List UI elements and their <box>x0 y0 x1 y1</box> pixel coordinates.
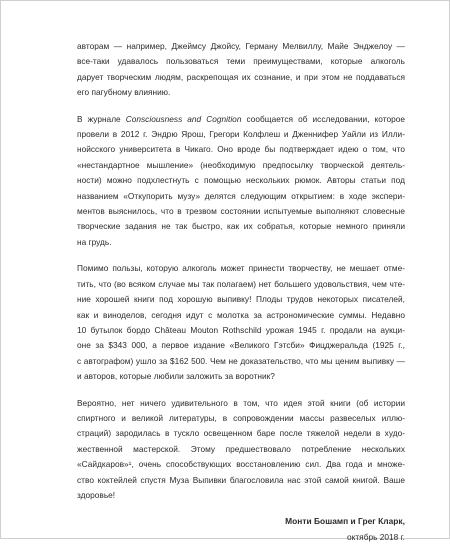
text-line: названием «Откупорить музу» делятся следующим открытием: в ходе экспери- <box>77 190 405 201</box>
text-line: авторам — например, Джеймсу Джойсу, Герману Мелвиллу, Майе Энджелоу — <box>77 41 405 51</box>
page-text <box>77 39 405 545</box>
text-line: тить, что (во всяком случае мы так полагаем) нет большего удовольствия, чем чте- <box>77 278 405 289</box>
text-line: ности) можно подхлестнуть с помощью нескольких рюмок. Авторы статьи под <box>77 175 405 186</box>
text-line: ство коктейлей спустя Муза Выпивки благословила нас этой самой книгой. Ваше <box>77 474 405 485</box>
text-line: нойсского университета в Чикаго. Оно вроде бы подтверждает идею о том, что <box>77 144 405 155</box>
text-line: здоровье! <box>77 489 116 500</box>
signature-date: октябрь 2018 г. <box>346 531 405 542</box>
text-line: ние хорошей книги под хорошую выпивку! Плоды трудов некоторых писателей, <box>77 294 405 305</box>
text-line: Помимо пользы, которую алкоголь может принести творчеству, не мешает отме- <box>77 263 405 274</box>
text-line: 10 бутылок бордо Château Mouton Rothschild урожая 1945 г. продали на аукци- <box>77 324 405 335</box>
signature-names: Монти Бошамп и Грег Кларк, <box>285 516 405 527</box>
text-line: его пагубному влиянию. <box>77 87 171 98</box>
text-line: и авторов, которые любили заложить за воротник? <box>77 371 275 382</box>
text-line: дарует творческим людям, раскрепощая их сознание, и при этом не поддаваться <box>77 71 405 82</box>
text-line: ментов выяснилось, что в трезвом состоянии испытуемые выполняют словесные <box>77 206 405 217</box>
text-line: жественной мастерской. Этому предшествовало потребление нескольких <box>77 443 405 454</box>
text-line: спиртного и великой литературы, в сопровождении массы развеселых иллю- <box>77 412 405 423</box>
text-line: «Сайдкаров»¹, очень способствующих восстановлению сил. Два года и множе- <box>77 459 405 470</box>
paragraph-1 <box>77 39 405 101</box>
journal-title: Consciousness and Cognition <box>125 113 242 124</box>
text-line: оне за $343 000, а первое издание «Великого Гэтсби» Фицджеральда (1925 г., <box>77 340 405 351</box>
text-line: Вероятно, нет ничего удивительного в том, что идея этой книги (об истории <box>77 397 405 408</box>
text-line: провели в 2012 г. Эндрю Ярош, Грегори Колфлеш и Дженнифер Уайли из Илли- <box>77 129 405 140</box>
text-line: «нестандартное мышление» (необходимую предпосылку творческой деятель- <box>77 159 405 170</box>
paragraph-2 <box>77 112 405 251</box>
text-line: страций) зародилась в тускло освещенном баре после тяжелой недели в худо- <box>77 428 405 439</box>
text-line-with-journal-title: В журнале Consciousness and Cognition сообщается об исследовании, которое <box>77 113 406 124</box>
text-line: как и виноделов, сегодня идут с молотка за астрономические суммы. Недавно <box>77 309 405 320</box>
text-line: творческие задания не так быстро, как их собратья, которые немного приняли <box>77 221 405 232</box>
signature <box>77 514 405 545</box>
paragraph-4 <box>77 396 405 504</box>
paragraph-3 <box>77 261 405 384</box>
text-line: на грудь. <box>77 236 112 247</box>
text-line: все-таки удавалось пользоваться теми преимуществами, которые алкоголь <box>77 56 405 67</box>
text-line: с автографом) ушло за $162 500. Чем не доказательство, что мы ценим выпивку — <box>77 355 405 366</box>
